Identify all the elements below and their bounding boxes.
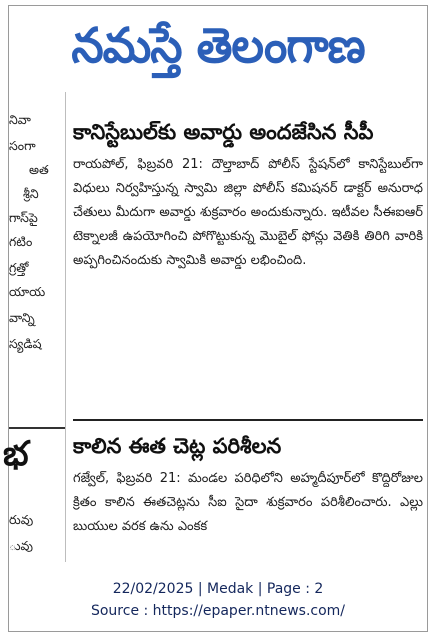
clipping-content xyxy=(3,92,427,562)
adjacent-text-line: శ్రీని xyxy=(23,186,39,201)
masthead xyxy=(9,6,427,84)
adjacent-text-line: సంగా xyxy=(9,138,36,153)
adjacent-text-line: యాయ xyxy=(9,284,46,299)
article-body: గజ్వేల్‌, ఫిబ్రవరి 21: మండల పరిధిలోని అహ్మదీపూర్‌లో కొద్దిరోజుల క్రితం కాలిన ఈతచెట్లను సీఐ సైదా శుక్రవారం పరిశీలించారు. ఎల్లు బుయుల వరక ఉను ఎంకక xyxy=(73,471,423,534)
article-headline: కాలిన ఈత చెట్ల పరిశీలన xyxy=(73,434,282,458)
adjacent-text-line: వాన్ని xyxy=(9,310,35,325)
adjacent-text-line: రువు xyxy=(9,512,34,527)
article-body: రాయపోల్‌, ఫిబ్రవరి 21: దౌల్తాబాద్‌ పోలీస్‌ స్టేషన్‌లో కానిస్టేబుల్‌గా విధులు నిర్వహిస్తున్న స్వామి జిల్లా పోలీస్‌ కమిషనర్‌ డాక్టర్‌ అనురాధ చేతులు మీదుగా అవార్డు శుక్రవారం అందుకున్నారు. ఇటీవల సీఈఐఆర్‌ టెక్నాలజీ ఉపయోగించి పోగొట్టుకున్న మొబైల్‌ ఫోన్లు వెతికి తిరిగి వారికి అప్పగించినందుకు స్వామికి అవార్డు లభించింది. xyxy=(73,157,423,268)
adjacent-text-line: స్యడిష xyxy=(9,336,42,351)
article-palm-trees xyxy=(73,432,423,539)
adjacent-column xyxy=(3,92,66,562)
article-headline: కానిస్టేబుల్‌కు అవార్డు అందజేసిన సీపీ xyxy=(73,120,374,144)
newspaper-clipping xyxy=(3,5,428,632)
adjacent-text-line: నివా xyxy=(9,112,31,127)
adjacent-text-line: ువు xyxy=(9,538,34,553)
adjacent-text-line: గటిం xyxy=(9,234,33,249)
adjacent-text-line: గాస్‌పై xyxy=(9,210,38,225)
column-divider xyxy=(9,427,65,429)
adjacent-text-line: గ్రత్తో xyxy=(9,260,29,275)
source-url: Source : https://epaper.ntnews.com/ xyxy=(90,603,346,619)
article-divider xyxy=(73,419,423,421)
edition-info: 22/02/2025 | Medak | Page : 2 xyxy=(112,581,324,597)
adjacent-headline: భ xyxy=(3,434,29,474)
adjacent-text-line: అత xyxy=(29,162,49,177)
article-award xyxy=(73,118,423,273)
masthead-title: నమస్తే తెలంగాణ xyxy=(71,16,365,74)
source-footer xyxy=(9,578,427,622)
